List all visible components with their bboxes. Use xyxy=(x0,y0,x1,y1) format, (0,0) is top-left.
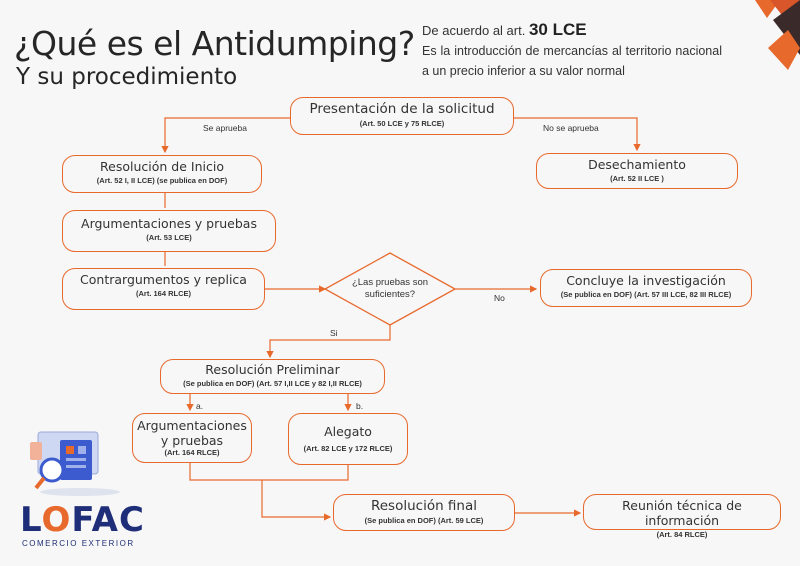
page-subtitle: Y su procedimiento xyxy=(16,64,238,90)
decision-text: ¿Las pruebas son suficientes? xyxy=(351,277,429,300)
node-argumentaciones-2: Argumentaciones y pruebas (Art. 164 RLCE) xyxy=(132,413,252,463)
label-a: a. xyxy=(196,401,204,411)
node-contrargumentos: Contrargumentos y replica (Art. 164 RLCE) xyxy=(62,268,265,310)
node-resolucion-preliminar: Resolución Preliminar (Se publica en DOF) (Art. 57 I,II LCE y 82 I,II RLCE) xyxy=(160,359,385,394)
node-resolucion-inicio: Resolución de Inicio (Art. 52 I, II LCE) (se publica en DOF) xyxy=(62,155,262,193)
definition-text: Es la introducción de mercancías al territorio nacional a un precio inferior a su valor normal xyxy=(422,44,722,78)
label-no: No xyxy=(494,293,505,303)
label-se-aprueba: Se aprueba xyxy=(203,123,247,133)
node-presentacion: Presentación de la solicitud (Art. 50 LCE y 75 RLCE) xyxy=(290,97,514,135)
logo: LOFAC xyxy=(20,500,145,540)
logo-tagline: COMERCIO EXTERIOR xyxy=(22,539,135,548)
page-title: ¿Qué es el Antidumping? xyxy=(14,24,415,63)
definition-prefix: De acuerdo al art. xyxy=(422,23,526,38)
node-desechamiento: Desechamiento (Art. 52 II LCE ) xyxy=(536,153,738,189)
node-alegato: Alegato (Art. 82 LCE y 172 RLCE) xyxy=(288,413,408,465)
node-reunion-tecnica: Reunión técnica de información (Art. 84 RLCE) xyxy=(583,494,781,530)
node-argumentaciones: Argumentaciones y pruebas (Art. 53 LCE) xyxy=(62,210,276,252)
label-no-se-aprueba: No se aprueba xyxy=(543,123,599,133)
label-b: b. xyxy=(356,401,364,411)
label-si: Si xyxy=(330,328,338,338)
node-resolucion-final: Resolución final (Se publica en DOF) (Art. 59 LCE) xyxy=(333,494,515,531)
analysis-illustration xyxy=(30,428,130,498)
definition-article: 30 LCE xyxy=(528,20,587,39)
node-concluye: Concluye la investigación (Se publica en DOF) (Art. 57 III LCE, 82 III RLCE) xyxy=(540,269,752,307)
